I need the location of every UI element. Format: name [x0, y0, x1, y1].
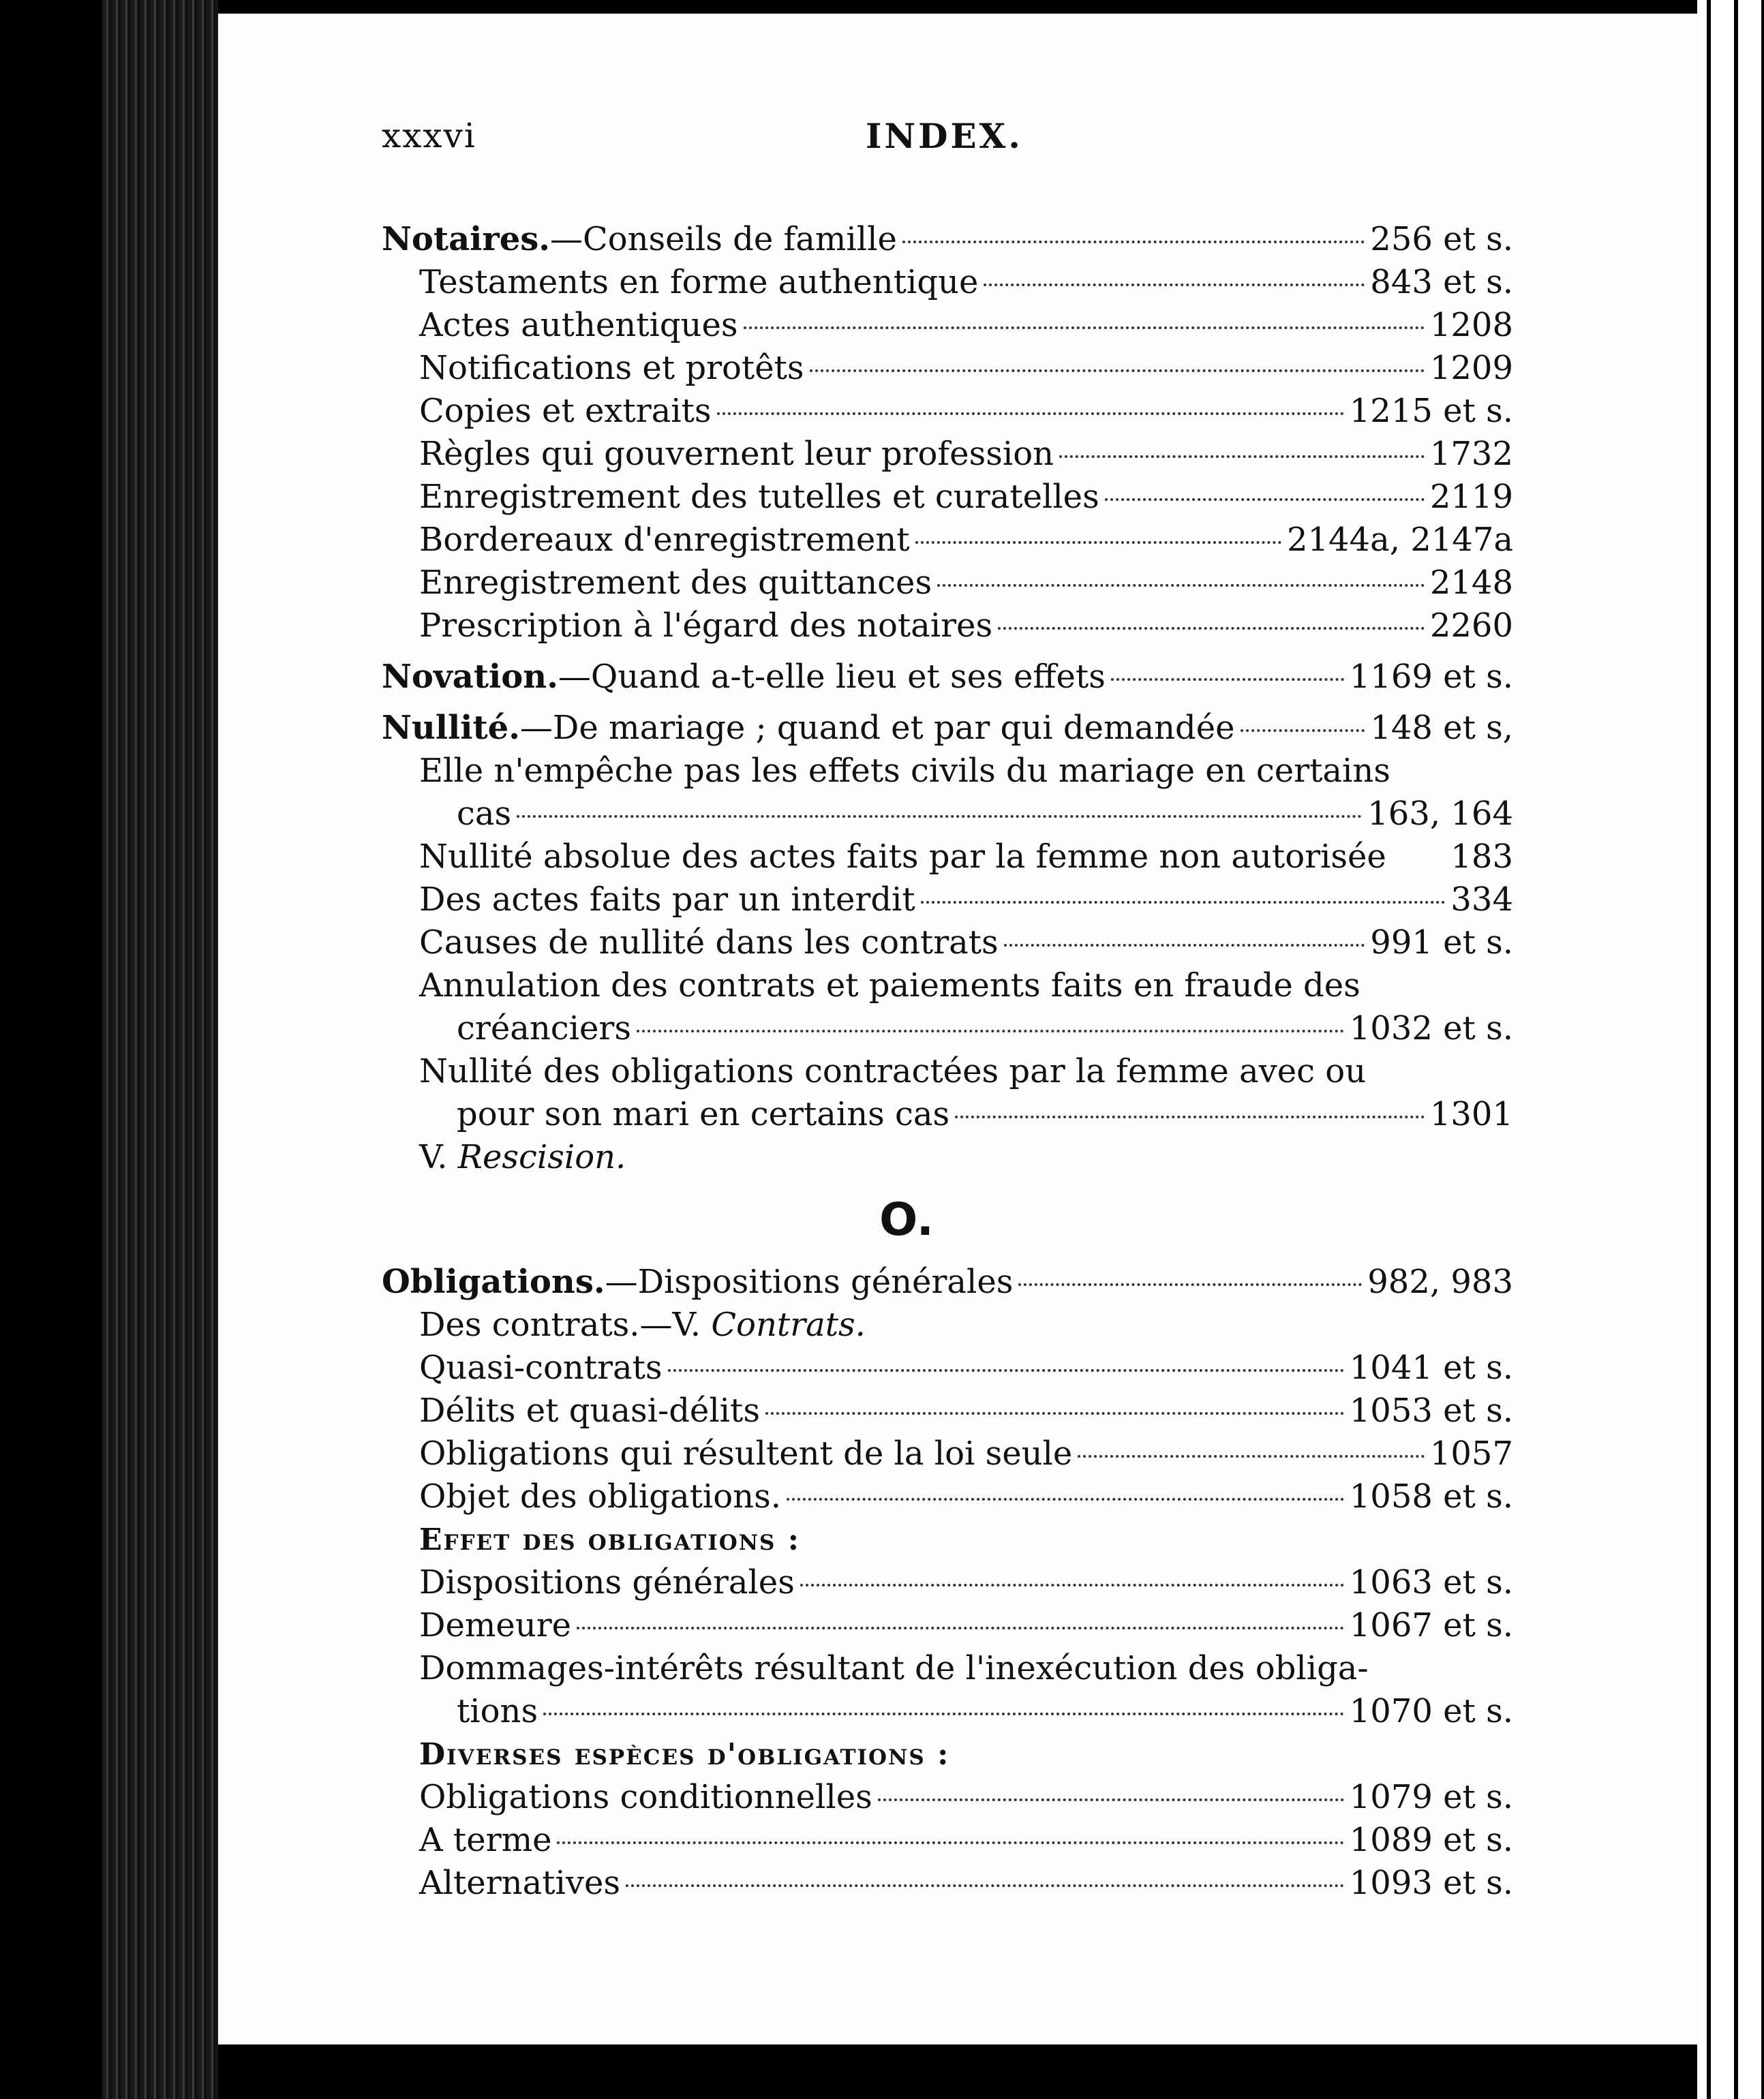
dot-leader: [1111, 678, 1344, 681]
index-entry: [382, 1347, 1513, 1390]
subsection-title: Diverses espèces d'obligations :: [419, 1737, 950, 1772]
entry-label: Obligations qui résultent de la loi seule: [419, 1435, 1073, 1473]
dot-leader: [787, 1498, 1344, 1501]
entry-label: Alternatives: [419, 1864, 620, 1902]
index-entry: [382, 964, 1513, 1007]
entry-label: Délits et quasi-délits: [419, 1392, 760, 1430]
page-title: INDEX.: [866, 116, 1023, 156]
see-prefix: V.: [419, 1138, 448, 1176]
entry-reference: 2260: [1429, 607, 1513, 645]
dot-leader: [810, 369, 1425, 372]
index-entry: [382, 1390, 1513, 1432]
index-entry: [382, 519, 1513, 562]
dot-leader: [744, 326, 1425, 329]
entry-reference: 1215 et s.: [1349, 392, 1513, 430]
entry-label: —Conseils de famille: [549, 220, 897, 258]
facing-page-edge: [1697, 0, 1764, 2099]
index-entry: [382, 304, 1513, 347]
entry-label: —De mariage ; quand et par qui demandée: [519, 709, 1235, 747]
entry-label: Actes authentiques: [419, 306, 738, 344]
entry-reference: 334: [1450, 880, 1513, 919]
entry-reference: 982, 983: [1367, 1263, 1513, 1301]
index-entry: [382, 476, 1513, 519]
entry-label: Prescription à l'égard des notaires: [419, 607, 993, 645]
dot-leader: [984, 284, 1365, 286]
entry-label: Annulation des contrats et paiements faits en fraude des: [419, 966, 1360, 1005]
index-entry-continuation: [382, 1007, 1513, 1050]
entry-label: Des actes faits par un interdit: [419, 880, 915, 919]
dot-leader: [517, 815, 1362, 818]
entry-reference: 1089 et s.: [1349, 1821, 1513, 1859]
entry-reference: 1169 et s.: [1349, 658, 1513, 696]
see-target: Contrats.: [711, 1306, 866, 1344]
subsection-heading: [382, 1518, 1513, 1561]
index-entry-continuation: [382, 793, 1513, 836]
entry-reference: 256 et s.: [1370, 220, 1513, 258]
index-entry: [382, 1776, 1513, 1819]
book-spine-edge: [102, 0, 218, 2099]
index-entry-continuation: [382, 1093, 1513, 1136]
index-entries: [382, 218, 1513, 1905]
entry-reference: 1032 et s.: [1349, 1009, 1513, 1047]
entry-reference: 1301: [1429, 1095, 1513, 1133]
index-entry: [382, 1862, 1513, 1905]
entry-label: pour son mari en certains cas: [457, 1095, 950, 1133]
dot-leader: [1059, 455, 1425, 458]
index-entry: [382, 562, 1513, 604]
index-entry: [382, 1050, 1513, 1093]
entry-label: Demeure: [419, 1606, 572, 1644]
index-entry: [382, 750, 1513, 793]
entry-reference: 1067 et s.: [1349, 1606, 1513, 1644]
entry-reference: 1209: [1429, 349, 1513, 387]
dot-leader: [902, 241, 1365, 243]
index-entry: [382, 433, 1513, 476]
index-entry: [382, 1604, 1513, 1647]
entry-label: Testaments en forme authentique: [419, 263, 979, 301]
dot-leader: [1105, 498, 1425, 501]
entry-label: Enregistrement des tutelles et curatelles: [419, 478, 1099, 516]
index-entry: [382, 390, 1513, 433]
entry-label: créanciers: [457, 1009, 631, 1047]
entry-reference: 2148: [1429, 564, 1513, 602]
dot-leader: [765, 1412, 1344, 1415]
entry-reference: 1093 et s.: [1349, 1864, 1513, 1902]
dot-leader: [921, 901, 1446, 904]
index-entry: [382, 1432, 1513, 1475]
index-entry: [382, 1647, 1513, 1690]
entry-label: A terme: [419, 1821, 552, 1859]
entry-reference: 991 et s.: [1370, 923, 1513, 962]
entry-label: Règles qui gouvernent leur profession: [419, 435, 1054, 473]
entry-reference: 1063 et s.: [1349, 1563, 1513, 1602]
entry-label: Enregistrement des quittances: [419, 564, 932, 602]
dot-leader: [800, 1584, 1344, 1587]
entry-label: Copies et extraits: [419, 392, 712, 430]
dot-leader: [1392, 858, 1446, 861]
index-entry: [382, 218, 1513, 261]
dot-leader: [717, 412, 1344, 415]
index-entry-continuation: [382, 1690, 1513, 1733]
page-header: [382, 116, 1527, 164]
entry-reference: 1057: [1429, 1435, 1513, 1473]
index-entry: [382, 656, 1513, 699]
index-page: [218, 14, 1697, 2044]
index-entry: [382, 878, 1513, 921]
dot-leader: [1004, 944, 1365, 947]
entry-reference: 1041 et s.: [1349, 1349, 1513, 1387]
entry-label: Dispositions générales: [419, 1563, 795, 1602]
entry-reference: 183: [1450, 838, 1513, 876]
dot-leader: [1078, 1455, 1425, 1458]
index-entry: [382, 1475, 1513, 1518]
subsection-title: Effet des obligations :: [419, 1522, 800, 1557]
dot-leader: [878, 1798, 1344, 1801]
index-entry: [382, 347, 1513, 390]
entry-reference: 1053 et s.: [1349, 1392, 1513, 1430]
entry-label: cas: [457, 795, 512, 833]
index-entry: [382, 1261, 1513, 1304]
entry-reference: 1208: [1429, 306, 1513, 344]
page-number: xxxvi: [382, 116, 476, 155]
entry-heading: Obligations.: [382, 1263, 605, 1301]
dot-leader: [557, 1841, 1343, 1844]
entry-label: Nullité absolue des actes faits par la femme non autorisée: [419, 838, 1386, 876]
see-target: Rescision.: [457, 1138, 626, 1176]
entry-reference: 843 et s.: [1370, 263, 1513, 301]
entry-label: Nullité des obligations contractées par la femme avec ou: [419, 1052, 1367, 1090]
index-entry: [382, 261, 1513, 304]
entry-label: Quasi-contrats: [419, 1349, 663, 1387]
index-entry: [382, 921, 1513, 964]
entry-label: Obligations conditionnelles: [419, 1778, 872, 1816]
dot-leader: [955, 1116, 1425, 1118]
entry-reference: 148 et s,: [1370, 709, 1513, 747]
dot-leader: [637, 1030, 1344, 1032]
entry-reference: 1079 et s.: [1349, 1778, 1513, 1816]
entry-reference: 2144a, 2147a: [1286, 521, 1513, 559]
entry-label: Des contrats.—V.: [419, 1306, 701, 1344]
dot-leader: [998, 627, 1425, 630]
index-entry: [382, 707, 1513, 750]
dot-leader: [543, 1713, 1344, 1715]
cross-reference: [382, 1304, 1513, 1347]
section-letter: O.: [879, 1193, 934, 1246]
dot-leader: [1241, 729, 1365, 732]
entry-reference: 163, 164: [1367, 795, 1513, 833]
dot-leader: [1018, 1283, 1362, 1286]
entry-label: —Quand a-t-elle lieu et ses effets: [558, 658, 1106, 696]
entry-label: Causes de nullité dans les contrats: [419, 923, 999, 962]
dot-leader: [577, 1627, 1344, 1629]
dot-leader: [937, 584, 1425, 587]
entry-reference: 1732: [1429, 435, 1513, 473]
entry-label: tions: [457, 1692, 538, 1730]
entry-label: —Dispositions générales: [605, 1263, 1014, 1301]
entry-heading: Novation.: [382, 658, 558, 696]
index-entry: [382, 836, 1513, 878]
entry-heading: Nullité.: [382, 709, 520, 747]
dot-leader: [668, 1369, 1344, 1372]
entry-reference: 1058 et s.: [1349, 1477, 1513, 1516]
entry-label: Elle n'empêche pas les effets civils du mariage en certains: [419, 752, 1390, 790]
entry-reference: 2119: [1429, 478, 1513, 516]
index-entry: [382, 1561, 1513, 1604]
index-entry: [382, 1819, 1513, 1862]
entry-label: Bordereaux d'enregistrement: [419, 521, 910, 559]
subsection-heading: [382, 1733, 1513, 1776]
index-entry: [382, 604, 1513, 647]
dot-leader: [626, 1884, 1344, 1887]
entry-heading: Notaires.: [382, 220, 550, 258]
entry-label: Objet des obligations.: [419, 1477, 781, 1516]
entry-label: Notifications et protêts: [419, 349, 804, 387]
entry-label: Dommages-intérêts résultant de l'inexécution des obliga-: [419, 1649, 1369, 1687]
dot-leader: [915, 541, 1281, 544]
entry-reference: 1070 et s.: [1349, 1692, 1513, 1730]
cross-reference: [382, 1136, 1513, 1179]
